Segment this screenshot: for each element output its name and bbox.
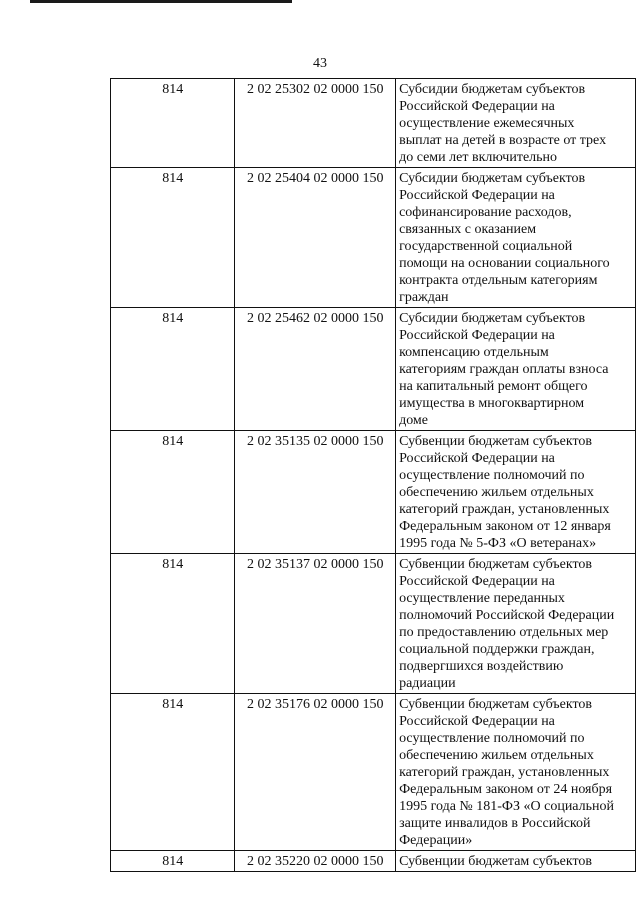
description-line: до семи лет включительно xyxy=(399,150,558,165)
table-body xyxy=(111,79,636,872)
description-line: осуществление ежемесячных xyxy=(399,116,575,131)
table-row xyxy=(111,168,636,308)
budget-classification-code-cell: 2 02 25404 02 0000 150 xyxy=(235,168,396,308)
description-line: категорий граждан, установленных xyxy=(399,765,610,780)
description-line: по предоставлению отдельных мер xyxy=(399,625,609,640)
budget-classification-code-cell: 2 02 25302 02 0000 150 xyxy=(235,79,396,168)
description-line: осуществление переданных xyxy=(399,591,565,606)
description-line: контракта отдельным категориям xyxy=(399,273,598,288)
description-line: граждан xyxy=(399,290,449,305)
description-line: Субвенции бюджетам субъектов xyxy=(399,697,593,712)
budget-classification-code-cell: 2 02 25462 02 0000 150 xyxy=(235,308,396,431)
description-line: выплат на детей в возрасте от трех xyxy=(399,133,607,148)
description-line: софинансирование расходов, xyxy=(399,205,572,220)
description-cell xyxy=(396,554,636,694)
description-cell xyxy=(396,431,636,554)
description-line: на капитальный ремонт общего xyxy=(399,379,588,394)
description-line: Российской Федерации на xyxy=(399,188,555,203)
budget-revenue-table xyxy=(110,78,636,872)
description-line: Субсидии бюджетам субъектов xyxy=(399,82,586,97)
description-line: Федерации» xyxy=(399,833,473,848)
admin-code-cell: 814 xyxy=(111,694,235,851)
description-line: обеспечению жильем отдельных xyxy=(399,748,594,763)
admin-code-cell: 814 xyxy=(111,168,235,308)
budget-classification-code-cell: 2 02 35137 02 0000 150 xyxy=(235,554,396,694)
description-line: Российской Федерации на xyxy=(399,451,555,466)
admin-code-cell: 814 xyxy=(111,554,235,694)
admin-code-cell: 814 xyxy=(111,79,235,168)
description-line: категорий граждан, установленных xyxy=(399,502,610,517)
description-line: Субсидии бюджетам субъектов xyxy=(399,311,586,326)
description-cell xyxy=(396,694,636,851)
description-line: доме xyxy=(399,413,429,428)
description-line: защите инвалидов в Российской xyxy=(399,816,591,831)
description-line: Субвенции бюджетам субъектов xyxy=(399,557,593,572)
description-line: осуществление полномочий по xyxy=(399,468,585,483)
description-cell xyxy=(396,79,636,168)
budget-classification-code-cell: 2 02 35135 02 0000 150 xyxy=(235,431,396,554)
description-line: радиации xyxy=(399,676,456,691)
description-line: полномочий Российской Федерации xyxy=(399,608,615,623)
admin-code-cell: 814 xyxy=(111,851,235,872)
admin-code-cell: 814 xyxy=(111,308,235,431)
top-divider-line xyxy=(30,0,292,3)
description-line: Российской Федерации на xyxy=(399,328,555,343)
table-row xyxy=(111,554,636,694)
description-line: Субсидии бюджетам субъектов xyxy=(399,171,586,186)
description-line: Российской Федерации на xyxy=(399,99,555,114)
table-row xyxy=(111,308,636,431)
description-line: Субвенции бюджетам субъектов xyxy=(399,854,593,869)
description-cell xyxy=(396,168,636,308)
description-line: категориям граждан оплаты взноса xyxy=(399,362,609,377)
description-line: Российской Федерации на xyxy=(399,714,555,729)
description-line: Федеральным законом от 24 ноября xyxy=(399,782,613,797)
table-row xyxy=(111,694,636,851)
budget-classification-code-cell: 2 02 35176 02 0000 150 xyxy=(235,694,396,851)
page-number: 43 xyxy=(313,56,327,71)
description-line: социальной поддержки граждан, xyxy=(399,642,595,657)
table-row xyxy=(111,79,636,168)
description-line: Российской Федерации на xyxy=(399,574,555,589)
description-line: 1995 года № 181-ФЗ «О социальной xyxy=(399,799,614,814)
description-line: компенсацию отдельным xyxy=(399,345,549,360)
table-row xyxy=(111,851,636,872)
description-line: 1995 года № 5-ФЗ «О ветеранах» xyxy=(399,536,597,551)
budget-classification-code-cell: 2 02 35220 02 0000 150 xyxy=(235,851,396,872)
description-cell xyxy=(396,308,636,431)
description-line: обеспечению жильем отдельных xyxy=(399,485,594,500)
description-line: помощи на основании социального xyxy=(399,256,610,271)
description-line: Субвенции бюджетам субъектов xyxy=(399,434,593,449)
description-line: Федеральным законом от 12 января xyxy=(399,519,611,534)
description-cell xyxy=(396,851,636,872)
table-row xyxy=(111,431,636,554)
description-line: имущества в многоквартирном xyxy=(399,396,585,411)
description-line: связанных с оказанием xyxy=(399,222,537,237)
description-line: осуществление полномочий по xyxy=(399,731,585,746)
admin-code-cell: 814 xyxy=(111,431,235,554)
description-line: подвергшихся воздействию xyxy=(399,659,564,674)
description-line: государственной социальной xyxy=(399,239,573,254)
